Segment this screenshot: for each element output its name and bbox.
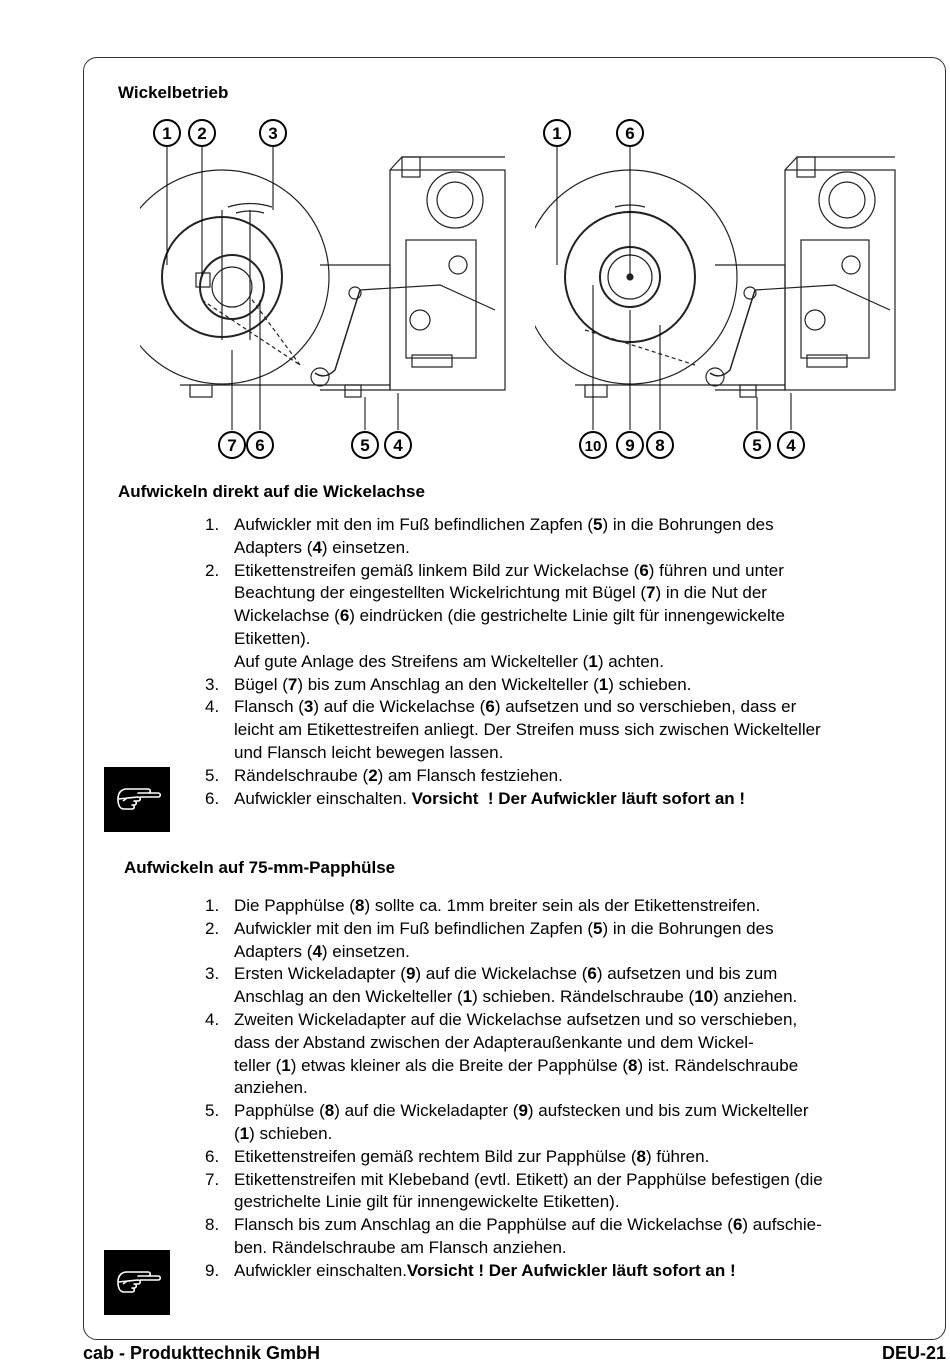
pointing-hand-icon xyxy=(104,767,170,832)
text: Bügel ( xyxy=(234,674,288,694)
callout-5 xyxy=(744,432,770,458)
step-text-line xyxy=(234,1077,823,1100)
bold-text: 1 xyxy=(598,674,609,694)
step-text-line xyxy=(234,514,821,537)
bold-text: 9 xyxy=(518,1101,528,1121)
text: ) in die Nut der xyxy=(655,583,767,603)
text: ) anziehen. xyxy=(713,987,798,1007)
section2-steps xyxy=(205,895,823,1283)
step-text-line xyxy=(234,963,823,986)
callout-10 xyxy=(580,432,606,458)
list-item xyxy=(205,788,821,811)
step-text-line xyxy=(234,1055,823,1078)
text: ) aufsetzen und so verschieben, dass er xyxy=(494,697,797,717)
bold-text: 1 xyxy=(281,1055,291,1075)
step-number: 8. xyxy=(205,1215,220,1235)
list-item xyxy=(205,696,821,764)
step-text-line xyxy=(234,719,821,742)
step-number: 5. xyxy=(205,765,220,785)
list-item xyxy=(205,895,823,918)
callout-2 xyxy=(189,120,215,146)
step-number: 6. xyxy=(205,1146,220,1166)
callout-3 xyxy=(260,120,286,146)
text: ) schieben. xyxy=(608,674,692,694)
step-text-line xyxy=(234,1100,823,1123)
bold-text: 10 xyxy=(694,987,714,1007)
callout-7 xyxy=(219,432,245,458)
bold-text: 8 xyxy=(324,1101,335,1121)
text: Die Papphülse ( xyxy=(234,896,355,915)
svg-text:9: 9 xyxy=(625,436,635,455)
bold-text: 7 xyxy=(287,674,298,694)
text: ) sollte ca. 1mm breiter sein als der Etikettenstreifen. xyxy=(364,896,761,915)
svg-text:2: 2 xyxy=(197,124,207,143)
bold-text: 3 xyxy=(303,697,314,717)
list-item xyxy=(205,560,821,674)
bold-text: 2 xyxy=(368,765,378,785)
callout-9 xyxy=(617,432,643,458)
svg-text:6: 6 xyxy=(625,124,635,143)
step-number: 2. xyxy=(205,918,220,938)
bold-text: 1 xyxy=(239,1123,250,1143)
text: und Flansch leicht bewegen lassen. xyxy=(234,742,504,762)
text: Auf gute Anlage des Streifens am Wickelteller ( xyxy=(234,651,589,671)
svg-text:4: 4 xyxy=(393,436,403,455)
step-number: 4. xyxy=(205,1009,220,1029)
text: Anschlag an den Wickelteller ( xyxy=(234,987,463,1007)
text: ) auf die Wickelachse ( xyxy=(415,964,588,984)
callout-4 xyxy=(385,432,411,458)
text: Beachtung der eingestellten Wickelrichtung mit Bügel ( xyxy=(234,583,646,603)
step-text-line xyxy=(234,895,823,918)
step-text-line xyxy=(234,1169,823,1192)
text: Etikettenstreifen mit Klebeband (evtl. Etikett) an der Papphülse befestigen (die xyxy=(234,1169,823,1189)
text: ) auf die Wickelachse ( xyxy=(313,697,486,717)
text: Papphülse ( xyxy=(234,1101,325,1121)
text: ) einsetzen. xyxy=(321,537,410,557)
svg-text:5: 5 xyxy=(752,436,762,455)
text: ) schieben. xyxy=(249,1123,333,1143)
bold-text: 6 xyxy=(639,560,649,580)
step-number: 4. xyxy=(205,697,220,717)
svg-text:1: 1 xyxy=(162,124,172,143)
step-text-line xyxy=(234,918,823,941)
callout-1 xyxy=(544,120,570,146)
figure-right-callouts xyxy=(535,115,815,465)
list-item xyxy=(205,1146,823,1169)
step-text-line xyxy=(234,628,821,651)
text: teller ( xyxy=(234,1055,282,1075)
list-item xyxy=(205,918,823,964)
svg-text:4: 4 xyxy=(786,436,796,455)
text: Aufwickler einschalten. xyxy=(234,788,412,808)
text: Wickelachse ( xyxy=(234,606,340,626)
pointing-hand-icon xyxy=(104,1250,170,1315)
text: ) ist. Rändelschraube xyxy=(637,1055,799,1075)
step-text-line xyxy=(234,696,821,719)
footer-company: cab - Produkttechnik GmbH xyxy=(83,1343,321,1363)
text: Ersten Wickeladapter ( xyxy=(234,964,406,984)
svg-text:8: 8 xyxy=(655,436,665,455)
text: ) eindrücken (die gestrichelte Linie gilt für innengewickelte xyxy=(349,606,785,626)
step-number: 7. xyxy=(205,1169,220,1189)
text: ) einsetzen. xyxy=(321,941,410,961)
bold-text: 4 xyxy=(312,941,322,961)
step-number: 3. xyxy=(205,674,220,694)
footer-page-number: DEU-21 xyxy=(881,1343,946,1363)
callout-1 xyxy=(154,120,180,146)
step-text-line xyxy=(234,605,821,628)
text: gestrichelte Linie gilt für innengewickelte Etiketten). xyxy=(234,1192,620,1212)
step-text-line xyxy=(234,742,821,765)
svg-text:6: 6 xyxy=(255,436,265,455)
text: Aufwickler mit den im Fuß befindlichen Zapfen ( xyxy=(234,918,594,938)
svg-text:5: 5 xyxy=(360,436,370,455)
step-text-line xyxy=(234,560,821,583)
text: Aufwickler einschalten. xyxy=(234,1260,407,1280)
bold-text: Vorsicht ! Der Aufwickler läuft sofort an ! xyxy=(411,788,746,808)
text: Etikettenstreifen gemäß rechtem Bild zur Papphülse ( xyxy=(234,1146,637,1166)
text: ) schieben. Rändelschraube ( xyxy=(472,987,695,1007)
callout-6 xyxy=(617,120,643,146)
text: ) etwas kleiner als die Breite der Papphülse ( xyxy=(290,1055,629,1075)
list-item xyxy=(205,674,821,697)
text: ) in die Bohrungen des xyxy=(602,918,774,938)
step-text-line xyxy=(234,788,821,811)
text: ) aufsetzen und bis zum xyxy=(596,964,778,984)
text: Etiketten). xyxy=(234,628,311,648)
bold-text: 5 xyxy=(593,515,603,534)
text: ) führen und unter xyxy=(648,560,784,580)
text: Adapters ( xyxy=(234,941,313,961)
text: ) aufschie- xyxy=(742,1215,822,1235)
step-number: 1. xyxy=(205,515,220,534)
callout-4 xyxy=(778,432,804,458)
list-item xyxy=(205,514,821,560)
step-text-line xyxy=(234,941,823,964)
bold-text: 8 xyxy=(636,1146,646,1166)
figure-left-callouts xyxy=(140,115,420,465)
heading-winding-mode: Wickelbetrieb xyxy=(118,83,229,102)
text: anziehen. xyxy=(234,1078,308,1098)
step-number: 3. xyxy=(205,964,220,984)
callout-8 xyxy=(647,432,673,458)
text: Flansch ( xyxy=(234,697,304,717)
step-number: 9. xyxy=(205,1260,220,1280)
step-text-line xyxy=(234,1123,823,1146)
bold-text: 8 xyxy=(354,896,365,915)
text: Flansch bis zum Anschlag an die Papphülse auf die Wickelachse ( xyxy=(234,1215,733,1235)
bold-text: 6 xyxy=(339,606,350,626)
step-number: 5. xyxy=(205,1101,220,1121)
bold-text: 4 xyxy=(312,537,322,557)
text: ) bis zum Anschlag an den Wickelteller ( xyxy=(297,674,599,694)
text: Aufwickler mit den im Fuß befindlichen Zapfen ( xyxy=(234,515,594,534)
text: ) achten. xyxy=(597,651,664,671)
list-item xyxy=(205,1260,823,1283)
bold-text: 6 xyxy=(587,964,597,984)
list-item xyxy=(205,765,821,788)
step-text-line xyxy=(234,651,821,674)
section1-steps xyxy=(205,514,821,810)
text: ) auf die Wickeladapter ( xyxy=(334,1101,519,1121)
step-text-line xyxy=(234,1214,823,1237)
step-number: 1. xyxy=(205,896,220,915)
text: Adapters ( xyxy=(234,537,313,557)
step-text-line xyxy=(234,765,821,788)
text: ( xyxy=(234,1123,240,1143)
list-item xyxy=(205,1169,823,1215)
text: Etikettenstreifen gemäß linkem Bild zur Wickelachse ( xyxy=(234,560,640,580)
text: Rändelschraube ( xyxy=(234,765,369,785)
text: ) aufstecken und bis zum Wickelteller xyxy=(527,1101,809,1121)
bold-text: 9 xyxy=(405,964,416,984)
text: Zweiten Wickeladapter auf die Wickelachse aufsetzen und so verschieben, xyxy=(234,1009,798,1029)
text: leicht am Etikettestreifen anliegt. Der Streifen muss sich zwischen Wickelteller xyxy=(234,720,821,740)
text: ) führen. xyxy=(646,1146,710,1166)
bold-text: 7 xyxy=(646,583,656,603)
step-text-line xyxy=(234,582,821,605)
text: ) am Flansch festziehen. xyxy=(377,765,563,785)
text: ) in die Bohrungen des xyxy=(602,515,774,534)
svg-text:1: 1 xyxy=(552,124,562,143)
callout-6 xyxy=(247,432,273,458)
svg-text:10: 10 xyxy=(584,438,602,455)
bold-text: 6 xyxy=(485,697,495,717)
step-number: 6. xyxy=(205,788,220,808)
list-item xyxy=(205,1100,823,1146)
step-number: 2. xyxy=(205,560,220,580)
step-text-line xyxy=(234,1191,823,1214)
step-text-line xyxy=(234,1237,823,1260)
svg-text:3: 3 xyxy=(268,124,278,143)
svg-text:7: 7 xyxy=(227,436,237,455)
step-text-line xyxy=(234,986,823,1009)
callout-5 xyxy=(352,432,378,458)
list-item xyxy=(205,963,823,1009)
step-text-line xyxy=(234,1146,823,1169)
step-text-line xyxy=(234,1032,823,1055)
text: ben. Rändelschraube am Flansch anziehen. xyxy=(234,1237,567,1257)
step-text-line xyxy=(234,1260,823,1283)
section2-title: Aufwickeln auf 75-mm-Papphülse xyxy=(124,858,396,877)
bold-text: Vorsicht ! Der Aufwickler läuft sofort an ! xyxy=(406,1260,736,1280)
list-item xyxy=(205,1009,823,1100)
section1-title: Aufwickeln direkt auf die Wickelachse xyxy=(118,482,425,501)
bold-text: 8 xyxy=(628,1055,638,1075)
bold-text: 6 xyxy=(732,1215,743,1235)
step-text-line xyxy=(234,674,821,697)
step-text-line xyxy=(234,1009,823,1032)
bold-text: 1 xyxy=(462,987,473,1007)
step-text-line xyxy=(234,537,821,560)
text: dass der Abstand zwischen der Adapteraußenkante und dem Wickel- xyxy=(234,1032,754,1052)
bold-text: 1 xyxy=(588,651,598,671)
list-item xyxy=(205,1214,823,1260)
bold-text: 5 xyxy=(593,918,603,938)
